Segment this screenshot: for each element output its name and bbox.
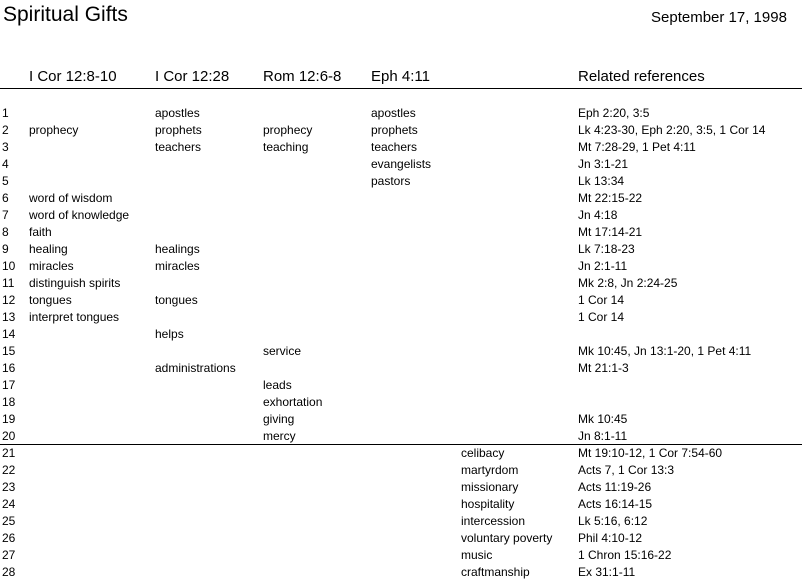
table-row: [0, 258, 802, 275]
cell-related-references: Phil 4:10-12: [578, 531, 643, 545]
cell-related-references: Mk 10:45: [578, 412, 628, 426]
column-header-related-references: Related references: [578, 68, 705, 85]
table-row: [0, 547, 802, 564]
row-number: 24: [2, 497, 16, 511]
cell-rom-12-6: exhortation: [263, 395, 323, 409]
cell-rom-12-6: giving: [263, 412, 295, 426]
table-row: [0, 156, 802, 173]
cell-related-references: Acts 11:19-26: [578, 480, 652, 494]
cell-other-gift: celibacy: [461, 446, 505, 460]
cell-cor-12-8: tongues: [29, 293, 72, 307]
table-row: [0, 428, 802, 445]
row-number: 10: [2, 259, 16, 273]
cell-related-references: Jn 8:1-11: [578, 429, 628, 443]
cell-related-references: Mt 7:28-29, 1 Pet 4:11: [578, 140, 696, 154]
cell-other-gift: missionary: [461, 480, 519, 494]
cell-related-references: Acts 16:14-15: [578, 497, 653, 511]
table-row: [0, 122, 802, 139]
row-number: 2: [2, 123, 9, 137]
table-row: [0, 394, 802, 411]
row-number: 21: [2, 446, 16, 460]
cell-related-references: Jn 4:18: [578, 208, 618, 222]
table-row: [0, 190, 802, 207]
cell-other-gift: music: [461, 548, 493, 562]
cell-related-references: Jn 2:1-11: [578, 259, 628, 273]
cell-cor-12-28: apostles: [155, 106, 200, 120]
table-row: [0, 445, 802, 462]
cell-related-references: Mt 21:1-3: [578, 361, 629, 375]
cell-related-references: Jn 3:1-21: [578, 157, 629, 171]
table-row: [0, 564, 802, 581]
row-number: 11: [2, 276, 15, 290]
cell-rom-12-6: service: [263, 344, 302, 358]
cell-cor-12-28: healings: [155, 242, 200, 256]
cell-eph-4-11: prophets: [371, 123, 418, 137]
table-row: [0, 224, 802, 241]
cell-related-references: 1 Chron 15:16-22: [578, 548, 672, 562]
cell-cor-12-8: word of knowledge: [29, 208, 130, 222]
table-row: [0, 496, 802, 513]
cell-related-references: Mk 10:45, Jn 13:1-20, 1 Pet 4:11: [578, 344, 752, 358]
cell-cor-12-8: faith: [29, 225, 52, 239]
row-number: 20: [2, 429, 16, 443]
table-row: [0, 462, 802, 479]
column-header-eph-4-11: Eph 4:11: [371, 68, 430, 85]
row-number: 22: [2, 463, 16, 477]
cell-cor-12-8: distinguish spirits: [29, 276, 121, 290]
row-number: 18: [2, 395, 16, 409]
row-number: 17: [2, 378, 16, 392]
table-row: [0, 513, 802, 530]
row-number: 6: [2, 191, 9, 205]
cell-related-references: 1 Cor 14: [578, 310, 625, 324]
header-divider: [0, 88, 802, 89]
cell-cor-12-8: miracles: [29, 259, 74, 273]
table-row: [0, 275, 802, 292]
cell-eph-4-11: teachers: [371, 140, 418, 154]
cell-other-gift: martyrdom: [461, 463, 519, 477]
cell-eph-4-11: evangelists: [371, 157, 432, 171]
table-row: [0, 377, 802, 394]
cell-rom-12-6: mercy: [263, 429, 296, 443]
cell-related-references: Acts 7, 1 Cor 13:3: [578, 463, 675, 477]
row-number: 13: [2, 310, 16, 324]
cell-related-references: Mk 2:8, Jn 2:24-25: [578, 276, 678, 290]
table-row: [0, 343, 802, 360]
cell-cor-12-8: prophecy: [29, 123, 79, 137]
row-number: 5: [2, 174, 9, 188]
cell-rom-12-6: teaching: [263, 140, 309, 154]
cell-other-gift: voluntary poverty: [461, 531, 553, 545]
row-number: 28: [2, 565, 16, 579]
cell-cor-12-28: helps: [155, 327, 184, 341]
table-row: [0, 173, 802, 190]
row-number: 23: [2, 480, 16, 494]
row-number: 14: [2, 327, 16, 341]
cell-cor-12-28: prophets: [155, 123, 202, 137]
table-row: [0, 479, 802, 496]
row-number: 27: [2, 548, 16, 562]
cell-related-references: Lk 7:18-23: [578, 242, 635, 256]
cell-related-references: Ex 31:1-11: [578, 565, 636, 579]
table-row: [0, 360, 802, 377]
cell-cor-12-28: teachers: [155, 140, 202, 154]
cell-related-references: 1 Cor 14: [578, 293, 625, 307]
cell-eph-4-11: pastors: [371, 174, 411, 188]
row-number: 12: [2, 293, 16, 307]
table-row: [0, 309, 802, 326]
row-number: 15: [2, 344, 16, 358]
table-row: [0, 411, 802, 428]
cell-related-references: Mt 17:14-21: [578, 225, 643, 239]
table-row: [0, 105, 802, 122]
row-number: 16: [2, 361, 16, 375]
row-number: 3: [2, 140, 9, 154]
table-row: [0, 241, 802, 258]
row-number: 25: [2, 514, 16, 528]
cell-cor-12-28: tongues: [155, 293, 198, 307]
table-row: [0, 207, 802, 224]
cell-cor-12-8: word of wisdom: [29, 191, 113, 205]
cell-other-gift: craftmanship: [461, 565, 530, 579]
cell-related-references: Lk 13:34: [578, 174, 625, 188]
cell-cor-12-8: healing: [29, 242, 68, 256]
cell-rom-12-6: prophecy: [263, 123, 313, 137]
table-row: [0, 139, 802, 156]
cell-other-gift: hospitality: [461, 497, 515, 511]
document-title: Spiritual Gifts: [3, 3, 128, 26]
cell-other-gift: intercession: [461, 514, 526, 528]
row-number: 19: [2, 412, 16, 426]
row-number: 8: [2, 225, 9, 239]
column-header-cor-12-8: I Cor 12:8-10: [29, 68, 117, 85]
cell-eph-4-11: apostles: [371, 106, 416, 120]
table-row: [0, 326, 802, 343]
table-row: [0, 292, 802, 309]
cell-related-references: Lk 5:16, 6:12: [578, 514, 648, 528]
document-date: September 17, 1998: [651, 9, 787, 26]
table-row: [0, 530, 802, 547]
row-number: 4: [2, 157, 9, 171]
cell-cor-12-28: miracles: [155, 259, 200, 273]
row-number: 7: [2, 208, 9, 222]
cell-rom-12-6: leads: [263, 378, 292, 392]
cell-related-references: Mt 22:15-22: [578, 191, 643, 205]
cell-cor-12-28: administrations: [155, 361, 236, 375]
cell-related-references: Lk 4:23-30, Eph 2:20, 3:5, 1 Cor 14: [578, 123, 766, 137]
column-header-cor-12-28: I Cor 12:28: [155, 68, 230, 85]
cell-related-references: Eph 2:20, 3:5: [578, 106, 650, 120]
cell-related-references: Mt 19:10-12, 1 Cor 7:54-60: [578, 446, 723, 460]
row-number: 26: [2, 531, 16, 545]
row-number: 9: [2, 242, 9, 256]
cell-cor-12-8: interpret tongues: [29, 310, 120, 324]
row-number: 1: [2, 106, 9, 120]
column-header-rom-12-6: Rom 12:6-8: [263, 68, 342, 85]
